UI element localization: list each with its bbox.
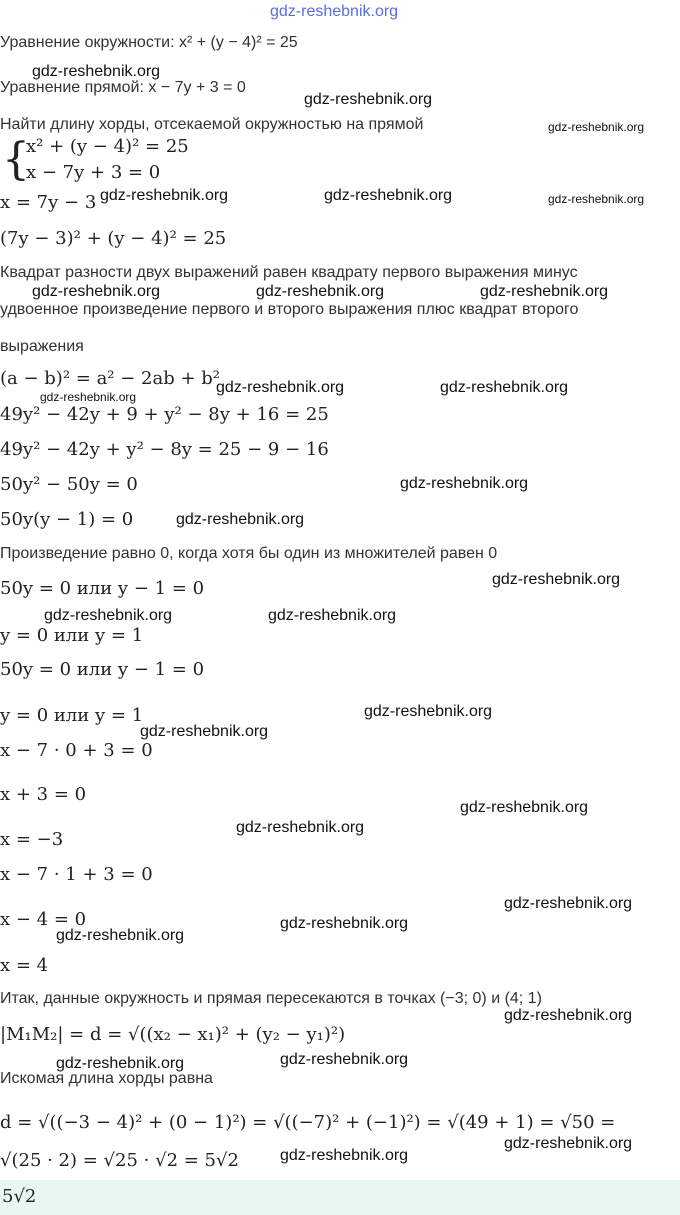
factored-equation: 50y(y − 1) = 0	[0, 509, 134, 530]
answer-box	[0, 1180, 680, 1215]
task-statement: Найти длину хорды, отсекаемой окружностью на прямой	[0, 116, 424, 133]
watermark: gdz-reshebnik.org	[548, 192, 645, 206]
watermark: gdz-reshebnik.org	[280, 915, 409, 932]
watermark: gdz-reshebnik.org	[56, 1055, 185, 1072]
product-rule-text: Произведение равно 0, когда хотя бы один из множителей равен 0	[0, 545, 498, 562]
watermark: gdz-reshebnik.org	[504, 1007, 633, 1024]
chord-length-text: Искомая длина хорды равна	[0, 1070, 213, 1087]
y-roots-2: y = 0 или y = 1	[0, 705, 144, 726]
factors-zero-1: 50y = 0 или y − 1 = 0	[0, 578, 205, 599]
rule-text-3: выражения	[0, 338, 84, 355]
watermark: gdz-reshebnik.org	[32, 63, 161, 80]
system-brace: {	[2, 134, 30, 185]
watermark: gdz-reshebnik.org	[504, 1135, 633, 1152]
watermark: gdz-reshebnik.org	[32, 283, 161, 300]
expanded-equation: 49y² − 42y + 9 + y² − 8y + 16 = 25	[0, 404, 329, 425]
substitution: (7y − 3)² + (y − 4)² = 25	[0, 228, 227, 249]
watermark: gdz-reshebnik.org	[400, 475, 529, 492]
chord-computation-1: d = √((−3 − 4)² + (0 − 1)²) = √((−7)² + (−1)²) = √(49 + 1) = √50 =	[0, 1112, 616, 1133]
watermark: gdz-reshebnik.org	[480, 283, 609, 300]
watermark: gdz-reshebnik.org	[100, 187, 229, 204]
watermark: gdz-reshebnik.org	[176, 511, 305, 528]
watermark: gdz-reshebnik.org	[268, 607, 397, 624]
circle-equation: Уравнение окружности: x² + (y − 4)² = 25	[0, 34, 298, 51]
x-plus-3: x + 3 = 0	[0, 784, 87, 805]
intersection-points: Итак, данные окружность и прямая пересекаются в точках (−3; 0) и (4; 1)	[0, 990, 542, 1007]
moved-terms: 49y² − 42y + y² − 8y = 25 − 9 − 16	[0, 439, 329, 460]
watermark: gdz-reshebnik.org	[492, 571, 621, 588]
rule-text-2: удвоенное произведение первого и второго выражения плюс квадрат второго	[0, 301, 579, 318]
x-minus-4: x − 4 = 0	[0, 909, 87, 930]
y-roots-1: y = 0 или y = 1	[0, 625, 144, 646]
watermark: gdz-reshebnik.org	[280, 1147, 409, 1164]
chord-computation-2: √(25 · 2) = √25 · √2 = 5√2	[0, 1150, 239, 1171]
x-minus-3: x = −3	[0, 829, 64, 850]
system-eq-2: x − 7y + 3 = 0	[26, 162, 161, 183]
watermark: gdz-reshebnik.org	[236, 819, 365, 836]
x-for-y0: x − 7 · 0 + 3 = 0	[0, 740, 153, 761]
watermark: gdz-reshebnik.org	[140, 723, 269, 740]
watermark: gdz-reshebnik.org	[440, 379, 569, 396]
watermark: gdz-reshebnik.org	[256, 283, 385, 300]
factors-zero-2: 50y = 0 или y − 1 = 0	[0, 659, 205, 680]
square-difference-formula: (a − b)² = a² − 2ab + b²	[0, 368, 221, 389]
watermark: gdz-reshebnik.org	[40, 390, 137, 404]
watermark: gdz-reshebnik.org	[44, 607, 173, 624]
watermark: gdz-reshebnik.org	[364, 703, 493, 720]
express-x: x = 7y − 3	[0, 192, 97, 213]
rule-text-1: Квадрат разности двух выражений равен квадрату первого выражения минус	[0, 264, 578, 281]
watermark: gdz-reshebnik.org	[504, 895, 633, 912]
watermark: gdz-reshebnik.org	[324, 187, 453, 204]
x-equals-4: x = 4	[0, 955, 49, 976]
system-eq-1: x² + (y − 4)² = 25	[26, 136, 189, 157]
watermark: gdz-reshebnik.org	[56, 927, 185, 944]
watermark: gdz-reshebnik.org	[216, 379, 345, 396]
watermark-top: gdz-reshebnik.org	[270, 3, 399, 20]
x-for-y1: x − 7 · 1 + 3 = 0	[0, 864, 153, 885]
simplified-equation: 50y² − 50y = 0	[0, 474, 138, 495]
distance-formula: |M₁M₂| = d = √((x₂ − x₁)² + (y₂ − y₁)²)	[0, 1024, 346, 1045]
line-equation: Уравнение прямой: x − 7y + 3 = 0	[0, 79, 246, 96]
watermark: gdz-reshebnik.org	[304, 91, 433, 108]
answer-value: 5√2	[2, 1186, 37, 1207]
watermark: gdz-reshebnik.org	[280, 1051, 409, 1068]
watermark: gdz-reshebnik.org	[548, 120, 645, 134]
watermark: gdz-reshebnik.org	[460, 799, 589, 816]
